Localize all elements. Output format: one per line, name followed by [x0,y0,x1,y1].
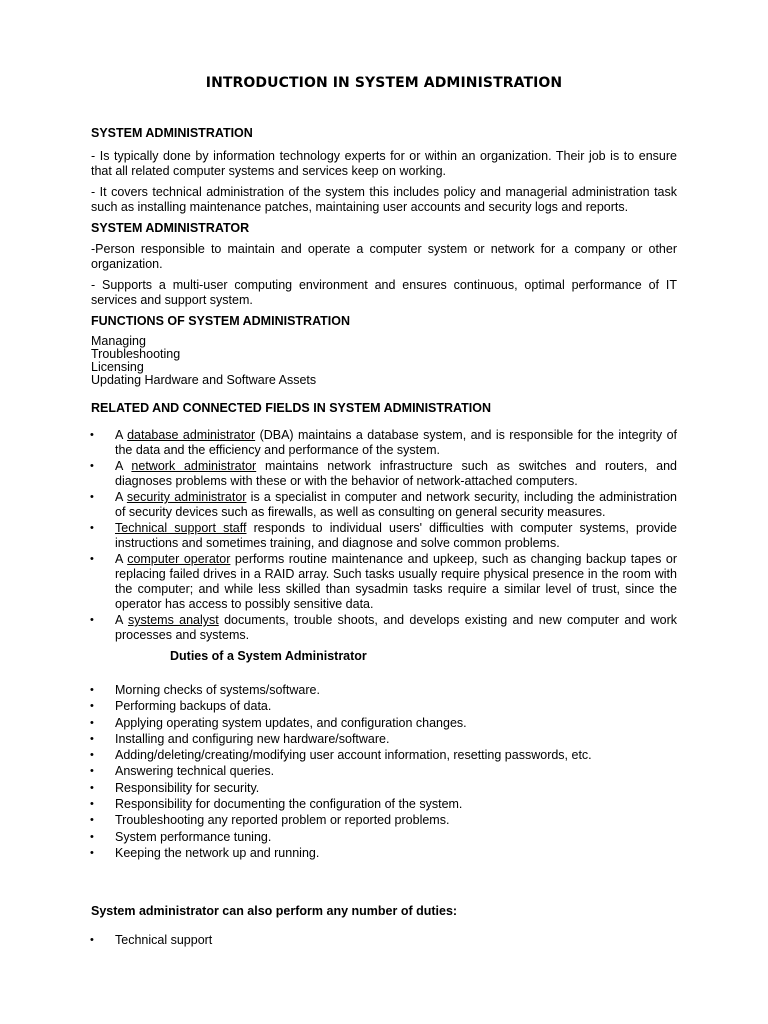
list-item: • A computer operator performs routine maintenance and upkeep, such as changing backup tapes or replacing failed drives in a RAID array. Such tasks usually require physical presence in the room with the computer; and while less skilled than sysadmin tasks require a similar level of trust, since the operator has access to possibly sensitive data. [91,552,677,612]
list-item: • Technical support [91,933,677,948]
paragraph: - Supports a multi-user computing environment and ensures continuous, optimal performance of IT services and support system. [91,278,677,307]
heading-system-administration: SYSTEM ADMINISTRATION [91,126,253,140]
related-fields-list [91,428,677,643]
list-item: • Responsibility for security. [91,780,677,796]
list-item: Managing [91,334,146,348]
term-link[interactable]: computer operator [127,552,231,566]
list-item: Licensing [91,360,144,374]
term-link[interactable]: security administrator [126,490,247,504]
heading-other-duties: System administrator can also perform any number of duties: [91,904,458,919]
heading-system-administrator: SYSTEM ADMINISTRATOR [91,221,250,235]
heading-functions: FUNCTIONS OF SYSTEM ADMINISTRATION [91,314,351,328]
term-link[interactable]: systems analyst [127,613,219,627]
list-item: • Technical support staff responds to individual users' difficulties with computer systems, provide instructions and sometimes training, and diagnose and solve common problems. [91,521,677,551]
term-link[interactable]: database administrator [127,428,256,442]
heading-duties: Duties of a System Administrator [170,649,367,663]
other-duties-list [91,933,677,948]
paragraph: - It covers technical administration of the system this includes policy and managerial administration task such as installing maintenance patches, maintaining user accounts and security logs and reports. [91,185,677,214]
list-item: • A security administrator is a specialist in computer and network security, including the administration of security devices such as firewalls, as well as consulting on general security measures. [91,490,677,520]
functions-list [91,335,677,387]
list-item: Troubleshooting [91,347,181,361]
list-item: • Troubleshooting any reported problem or reported problems. [91,812,677,828]
list-item: • Performing backups of data. [91,698,677,714]
list-item: • System performance tuning. [91,829,677,845]
list-item: • A database administrator (DBA) maintains a database system, and is responsible for the integrity of the data and the efficiency and performance of the system. [91,428,677,458]
duties-list [91,682,677,861]
document-title: INTRODUCTION IN SYSTEM ADMINISTRATION [205,75,563,91]
list-item: • Answering technical queries. [91,763,677,779]
list-item: • Keeping the network up and running. [91,845,677,861]
term-link[interactable]: network administrator [131,459,257,473]
list-item: • Installing and configuring new hardware/software. [91,731,677,747]
paragraph: - Is typically done by information technology experts for or within an organization. Their job is to ensure that all related computer systems and services keep on working. [91,149,677,178]
list-item: • Responsibility for documenting the configuration of the system. [91,796,677,812]
list-item: Updating Hardware and Software Assets [91,373,317,387]
list-item: • Adding/deleting/creating/modifying user account information, resetting passwords, etc. [91,747,677,763]
list-item: • A systems analyst documents, trouble shoots, and develops existing and new computer and work processes and systems. [91,613,677,643]
heading-related-fields: RELATED AND CONNECTED FIELDS IN SYSTEM ADMINISTRATION [91,401,491,415]
term-link[interactable]: Technical support staff [115,521,247,535]
paragraph: -Person responsible to maintain and operate a computer system or network for a company or other organization. [91,242,677,271]
list-item: • Morning checks of systems/software. [91,682,677,698]
list-item: • A network administrator maintains network infrastructure such as switches and routers, and diagnoses problems with these or with the behavior of network-attached computers. [91,459,677,489]
list-item: • Applying operating system updates, and configuration changes. [91,715,677,731]
